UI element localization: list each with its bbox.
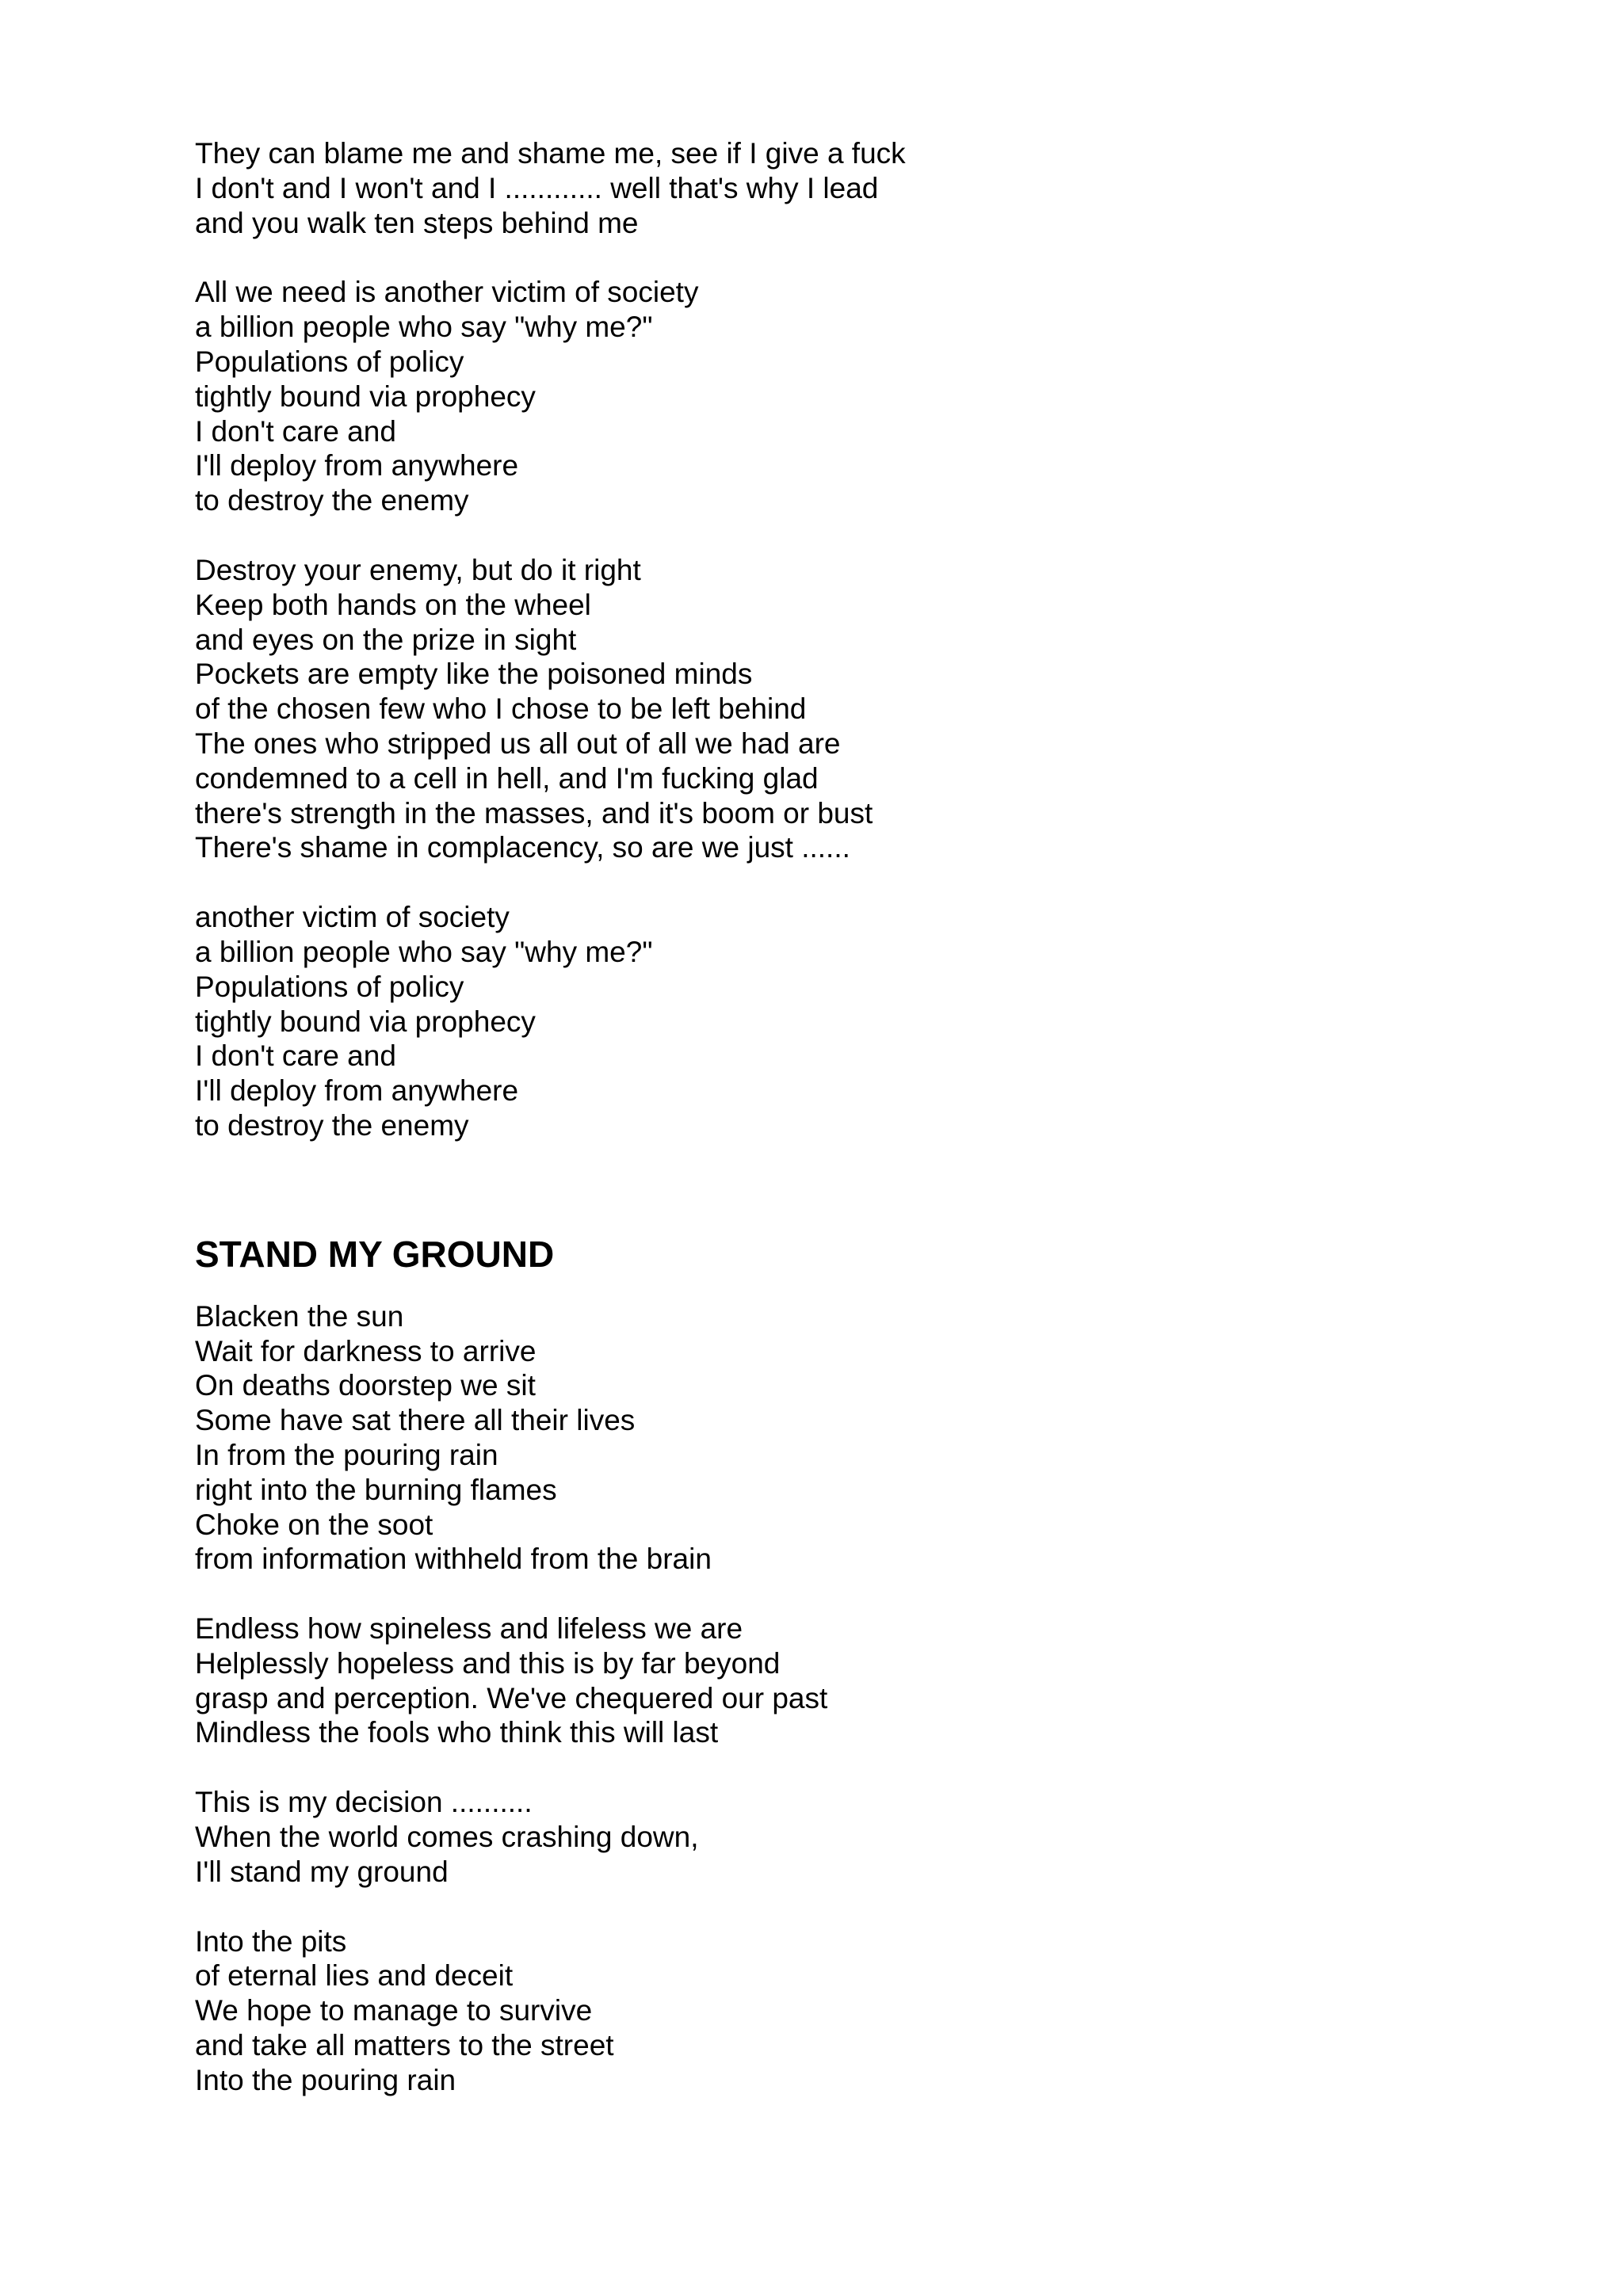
lyric-line: of the chosen few who I chose to be left behind (195, 692, 807, 726)
lyric-line: Some have sat there all their lives (195, 1404, 636, 1437)
lyric-line: a billion people who say "why me?" (195, 935, 653, 968)
lyric-line: We hope to manage to survive (195, 1994, 593, 2027)
stanza (195, 1924, 1463, 2098)
lyric-line: Choke on the soot (195, 1508, 433, 1541)
lyric-line: In from the pouring rain (195, 1438, 498, 1471)
lyric-line: Blacken the sun (195, 1299, 404, 1333)
lyric-line: I'll stand my ground (195, 1855, 449, 1888)
stanza (195, 553, 1463, 865)
stanza (195, 1299, 1463, 1577)
lyric-line: I'll deploy from anywhere (195, 449, 519, 482)
lyric-line: I don't care and (195, 414, 396, 448)
lyric-line: condemned to a cell in hell, and I'm fucking glad (195, 761, 819, 795)
stanza (195, 1611, 1463, 1750)
lyric-line: of eternal lies and deceit (195, 1959, 514, 1993)
lyric-line: grasp and perception. We've chequered our past (195, 1681, 828, 1714)
lyric-line: a billion people who say "why me?" (195, 311, 653, 344)
lyric-line: Helplessly hopeless and this is by far beyond (195, 1646, 781, 1680)
lyric-line: I'll deploy from anywhere (195, 1074, 519, 1108)
lyric-line: from information withheld from the brain (195, 1543, 712, 1576)
song-title: STAND MY GROUND (195, 1233, 555, 1275)
lyric-line: When the world comes crashing down, (195, 1821, 699, 1854)
song-stand-my-ground (195, 1233, 1463, 2098)
lyric-line: Destroy your enemy, but do it right (195, 553, 641, 586)
lyric-line: This is my decision .......... (195, 1786, 533, 1819)
lyric-line: I don't care and (195, 1039, 396, 1073)
lyric-line: Populations of policy (195, 345, 464, 378)
lyrics-content (195, 136, 1463, 2133)
lyric-line: to destroy the enemy (195, 1108, 469, 1142)
stanza (195, 136, 1463, 240)
song-previous-continued (195, 136, 1463, 1143)
lyric-line: tightly bound via prophecy (195, 1005, 536, 1038)
lyric-line: Keep both hands on the wheel (195, 588, 591, 621)
lyric-line: Wait for darkness to arrive (195, 1334, 537, 1367)
lyric-line: there's strength in the masses, and it's boom or bust (195, 796, 873, 830)
lyric-line: All we need is another victim of society (195, 276, 699, 309)
lyric-line: another victim of society (195, 901, 510, 934)
stanza (195, 275, 1463, 518)
lyric-line: The ones who stripped us all out of all we had are (195, 727, 841, 760)
lyric-line: tightly bound via prophecy (195, 379, 536, 413)
lyric-line: There's shame in complacency, so are we just ...... (195, 831, 850, 864)
lyric-line: Mindless the fools who think this will last (195, 1716, 719, 1749)
stanza (195, 1785, 1463, 1889)
lyric-line: and take all matters to the street (195, 2029, 614, 2062)
lyric-line: Populations of policy (195, 970, 464, 1003)
lyric-line: On deaths doorstep we sit (195, 1369, 536, 1402)
lyric-line: Endless how spineless and lifeless we are (195, 1612, 743, 1646)
lyric-line: Into the pits (195, 1924, 347, 1958)
lyric-line: to destroy the enemy (195, 484, 469, 517)
lyric-line: They can blame me and shame me, see if I give a fuck (195, 137, 906, 170)
lyric-line: and eyes on the prize in sight (195, 623, 577, 656)
lyric-line: Pockets are empty like the poisoned minds (195, 658, 753, 691)
lyric-line: and you walk ten steps behind me (195, 206, 639, 239)
lyric-line: I don't and I won't and I ............ well that's why I lead (195, 171, 879, 204)
stanza (195, 900, 1463, 1143)
lyric-line: Into the pouring rain (195, 2063, 456, 2096)
lyric-line: right into the burning flames (195, 1473, 557, 1506)
